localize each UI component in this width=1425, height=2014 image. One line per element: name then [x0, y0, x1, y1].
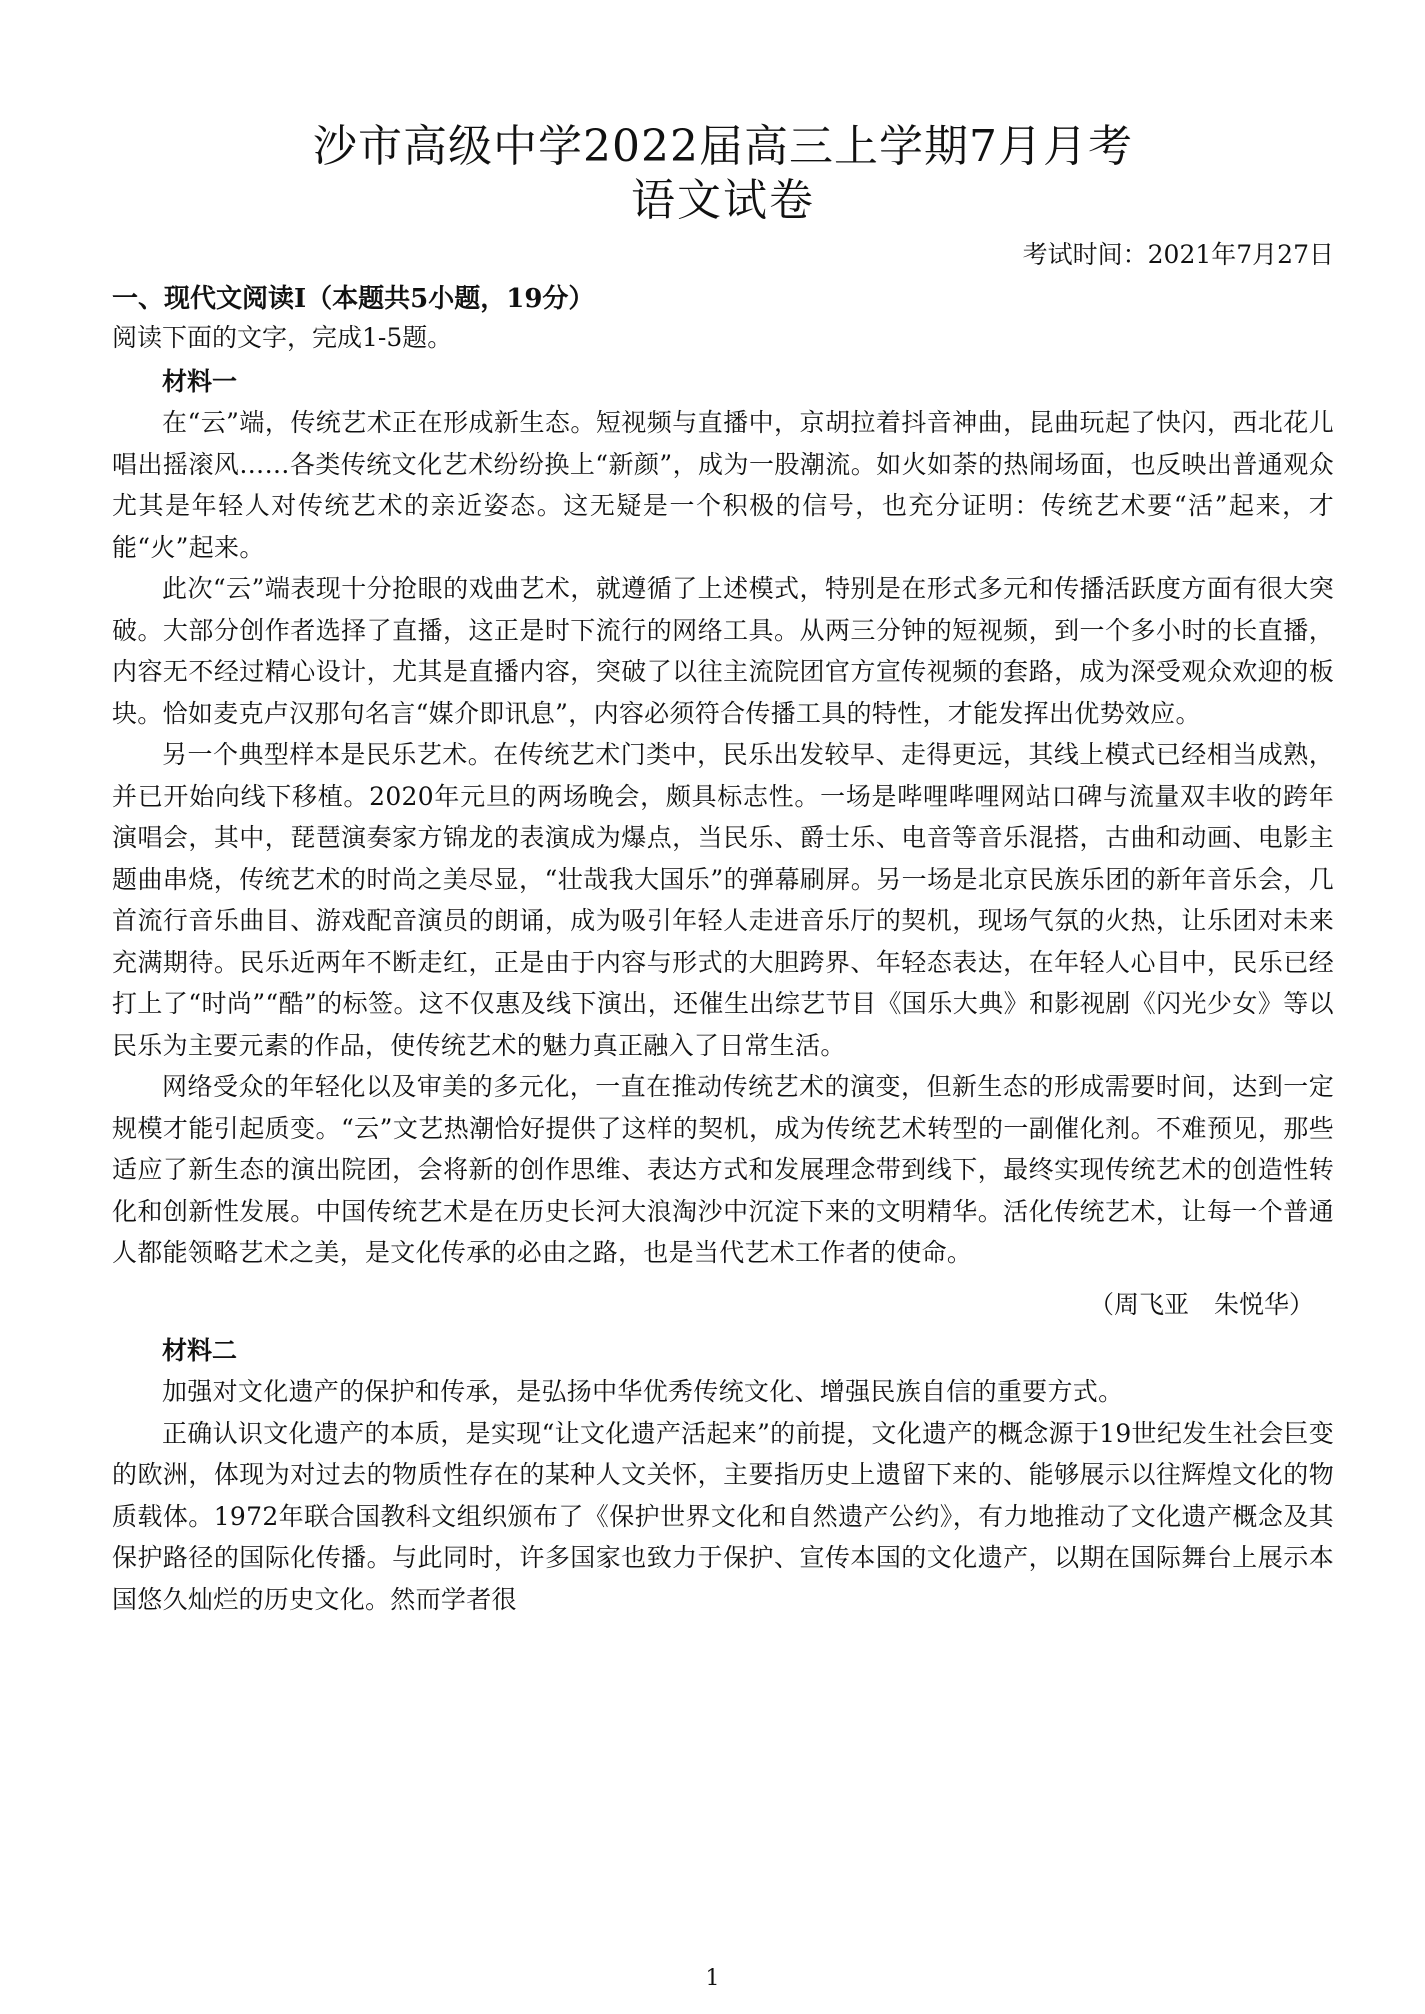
material-one-paragraph: 在“云”端，传统艺术正在形成新生态。短视频与直播中，京胡拉着抖音神曲，昆曲玩起了快闪，西北花儿唱出摇滚风……各类传统文化艺术纷纷换上“新颜”，成为一股潮流。如火如荼的热闹场面，也反映出普通观众尤其是年轻人对传统艺术的亲近姿态。这无疑是一个积极的信号，也充分证明：传统艺术要“活”起来，才能“火”起来。 — [112, 408, 1334, 562]
section-heading: 一、现代文阅读Ⅰ（本题共5小题，19分） — [112, 284, 595, 314]
material-one-attribution: （周飞亚 朱悦华） — [1088, 1289, 1314, 1319]
section-instruction: 阅读下面的文字，完成1-5题。 — [112, 323, 453, 352]
material-two-heading: 材料二 — [162, 1336, 238, 1365]
material-two-paragraph: 正确认识文化遗产的本质，是实现“让文化遗产活起来”的前提，文化遗产的概念源于19世纪发生社会巨变的欧洲，体现为对过去的物质性存在的某种人文关怀，主要指历史上遗留下来的、能够展示以往辉煌文化的物质载体。1972年联合国教科文组织颁布了《保护世界文化和自然遗产公约》，有力地推动了文化遗产概念及其保护路径的国际化传播。与此同时，许多国家也致力于保护、宣传本国的文化遗产，以期在国际舞台上展示本国悠久灿烂的历史文化。然而学者很 — [112, 1418, 1334, 1614]
material-one-paragraph: 此次“云”端表现十分抢眼的戏曲艺术，就遵循了上述模式，特别是在形式多元和传播活跃度方面有很大突破。大部分创作者选择了直播，这正是时下流行的网络工具。从两三分钟的短视频，到一个多小时的长直播，内容无不经过精心设计，尤其是直播内容，突破了以往主流院团官方宣传视频的套路，成为深受观众欢迎的板块。恰如麦克卢汉那句名言“媒介即讯息”，内容必须符合传播工具的特性，才能发挥出优势效应。 — [112, 574, 1334, 728]
exam-page — [112, 120, 1334, 1620]
material-one-paragraph: 网络受众的年轻化以及审美的多元化，一直在推动传统艺术的演变，但新生态的形成需要时间，达到一定规模才能引起质变。“云”文艺热潮恰好提供了这样的契机，成为传统艺术转型的一副催化剂。不难预见，那些适应了新生态的演出院团，会将新的创作思维、表达方式和发展理念带到线下，最终实现传统艺术的创造性转化和创新性发展。中国传统艺术是在历史长河大浪淘沙中沉淀下来的文明精华。活化传统艺术，让每一个普通人都能领略艺术之美，是文化传承的必由之路，也是当代艺术工作者的使命。 — [112, 1072, 1334, 1267]
material-one-paragraph: 另一个典型样本是民乐艺术。在传统艺术门类中，民乐出发较早、走得更远，其线上模式已经相当成熟，并已开始向线下移植。2020年元旦的两场晚会，颇具标志性。一场是哔哩哔哩网站口碑与流量双丰收的跨年演唱会，其中，琵琶演奏家方锦龙的表演成为爆点，当民乐、爵士乐、电音等音乐混搭，古曲和动画、电影主题曲串烧，传统艺术的时尚之美尽显，“壮哉我大国乐”的弹幕刷屏。另一场是北京民族乐团的新年音乐会，几首流行音乐曲目、游戏配音演员的朗诵，成为吸引年轻人走进音乐厅的契机，现场气氛的火热，让乐团对未来充满期待。民乐近两年不断走红，正是由于内容与形式的大胆跨界、年轻态表达，在年轻人心目中，民乐已经打上了“时尚”“酷”的标签。这不仅惠及线下演出，还催生出综艺节目《国乐大典》和影视剧《闪光少女》等以民乐为主要元素的作品，使传统艺术的魅力真正融入了日常生活。 — [112, 740, 1334, 1060]
exam-time: 考试时间：2021年7月27日 — [1022, 240, 1334, 269]
page-number: 1 — [705, 1966, 720, 1991]
exam-subtitle: 语文试卷 — [631, 175, 815, 226]
material-one-heading: 材料一 — [162, 367, 238, 396]
exam-title: 沙市高级中学2022届高三上学期7月月考 — [313, 121, 1133, 172]
material-two-paragraph: 加强对文化遗产的保护和传承，是弘扬中华优秀传统文化、增强民族自信的重要方式。 — [162, 1377, 1124, 1406]
